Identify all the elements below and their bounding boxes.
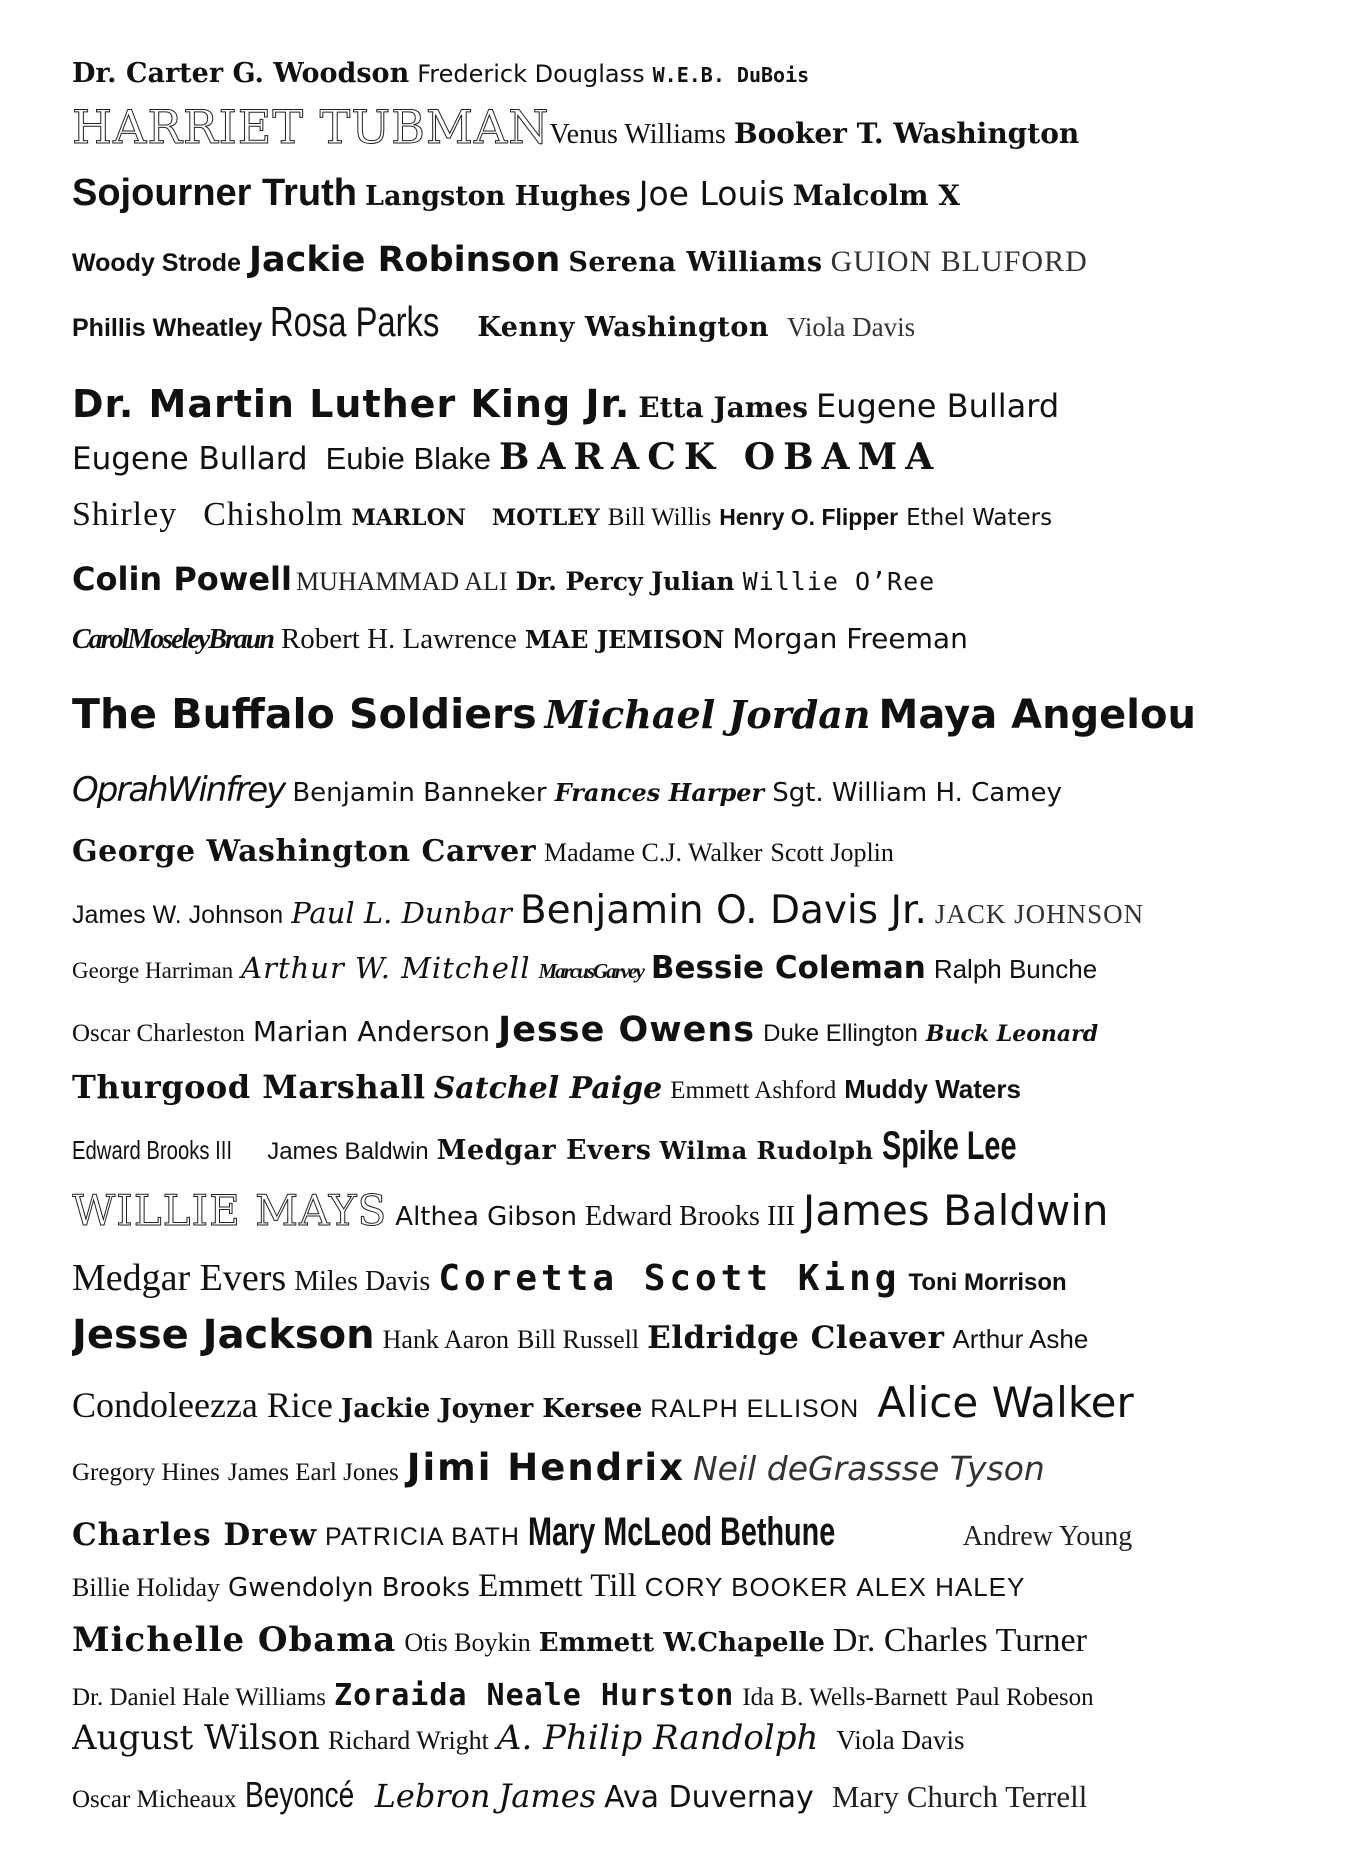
name-row-6 <box>72 382 1322 426</box>
name-mary-church-terrell: Mary Church Terrell <box>831 1779 1088 1814</box>
name-frederick-douglass: Frederick Douglass <box>417 60 645 88</box>
name-charles-turner: Dr. Charles Turner <box>832 1622 1087 1659</box>
name-maya-angelou: Maya Angelou <box>878 692 1196 738</box>
name-row-10 <box>72 622 1322 656</box>
name-jesse-owens-1: Jesse Owens <box>498 1010 756 1050</box>
name-coretta-scott-king: Coretta Scott King <box>438 1258 901 1299</box>
name-serena-williams: Serena Williams <box>568 247 823 278</box>
name-joe-louis: Joe Louis <box>638 174 785 213</box>
name-row-17 <box>72 1068 1322 1106</box>
name-billie-holiday: Billie Holiday <box>72 1573 221 1602</box>
name-alex-haley: ALEX HALEY <box>856 1572 1026 1602</box>
name-benjamin-davis-jr: Benjamin O. Davis Jr. <box>519 888 927 933</box>
name-emmett-chapelle: Emmett W.Chapelle <box>538 1628 825 1658</box>
name-web-dubois: W.E.B. DuBois <box>652 63 810 87</box>
name-row-23 <box>72 1446 1322 1489</box>
name-george-harriman: George Harriman <box>72 958 234 983</box>
name-medgar-evers-1: Medgar Evers <box>436 1135 652 1166</box>
name-august-wilson: August Wilson <box>72 1718 320 1758</box>
name-row-3 <box>72 172 1322 215</box>
name-hank-aaron: Hank Aaron <box>382 1325 509 1354</box>
name-jackie-joyner-kersee: Jackie Joyner Kersee <box>340 1394 643 1424</box>
name-malcolm-x: Malcolm X <box>792 179 960 212</box>
name-oscar-charleston-1: Oscar Charleston <box>72 1020 245 1047</box>
name-charles-drew: Charles Drew <box>72 1517 317 1553</box>
name-marcus-garvey: MarcusGarvey <box>538 959 643 983</box>
name-thurgood-marshall: Thurgood Marshall <box>72 1068 426 1106</box>
name-bessie-coleman: Bessie Coleman <box>650 950 926 986</box>
name-jackie-robinson: Jackie Robinson <box>248 240 561 280</box>
name-colin-powell: Colin Powell <box>72 560 292 598</box>
name-row-2 <box>72 100 1322 154</box>
name-woody-strode: Woody Strode <box>72 249 241 277</box>
name-bill-russell: Bill Russell <box>517 1325 640 1354</box>
name-row-16 <box>72 1010 1322 1050</box>
name-edward-brooks-2: Edward Brooks III <box>584 1201 795 1232</box>
name-paul-robeson: Paul Robeson <box>955 1684 1094 1711</box>
name-rosa-parks: Rosa Parks <box>270 298 440 345</box>
name-zoraida-neale-hurston: Zoraida Neale Hurston <box>334 1678 735 1713</box>
name-jesse-jackson: Jesse Jackson <box>72 1312 375 1358</box>
name-eugene-bullard-1: Eugene Bullard <box>815 387 1060 425</box>
name-marlon: MARLON <box>351 505 466 531</box>
name-alice-walker: Alice Walker <box>877 1378 1134 1427</box>
name-james-earl-jones: James Earl Jones <box>227 1459 399 1486</box>
name-madame-cj-walker: Madame C.J. Walker <box>544 838 763 867</box>
name-row-1 <box>72 58 1322 89</box>
name-michelle-obama: Michelle Obama <box>72 1620 397 1660</box>
name-phillis-wheatley: Phillis Wheatley <box>72 314 263 342</box>
name-row-7 <box>72 436 1322 478</box>
name-althea-gibson: Althea Gibson <box>395 1202 577 1232</box>
name-row-4 <box>72 240 1322 280</box>
name-row-13 <box>72 834 1322 869</box>
name-oscar-micheaux: Oscar Micheaux <box>72 1786 237 1813</box>
name-james-baldwin-1: James Baldwin <box>267 1138 429 1165</box>
name-viola-davis-1: Viola Davis <box>787 312 916 342</box>
name-william-camey: Sgt. William H. Camey <box>772 778 1062 808</box>
name-shirley: Shirley <box>72 496 178 533</box>
name-jimi-hendrix: Jimi Hendrix <box>406 1446 685 1489</box>
name-row-20 <box>72 1256 1322 1300</box>
name-row-26 <box>72 1620 1322 1660</box>
name-langston-hughes: Langston Hughes <box>365 181 631 212</box>
name-row-27 <box>72 1678 1322 1713</box>
name-etta-james: Etta James <box>638 391 808 424</box>
name-daniel-hale-williams: Dr. Daniel Hale Williams <box>72 1684 327 1711</box>
name-chisholm: Chisholm <box>203 496 344 533</box>
name-ralph-ellison: RALPH ELLISON <box>650 1395 860 1423</box>
name-patricia-bath: PATRICIA BATH <box>325 1523 520 1551</box>
name-michael-jordan: Michael Jordan <box>544 692 871 737</box>
name-row-5 <box>72 298 1322 346</box>
name-row-15 <box>72 950 1322 986</box>
name-ava-duvernay: Ava Duvernay <box>604 1780 814 1815</box>
name-james-baldwin-2: James Baldwin <box>802 1186 1109 1235</box>
name-paul-dunbar: Paul L. Dunbar <box>291 896 512 930</box>
name-neil-degrasse-tyson: Neil deGrassse Tyson <box>692 1449 1045 1488</box>
name-ethel-waters: Ethel Waters <box>906 505 1053 531</box>
name-bill-willis: Bill Willis <box>607 504 712 531</box>
name-row-19 <box>72 1186 1322 1235</box>
name-carter-woodson: Dr. Carter G. Woodson <box>72 58 410 89</box>
name-benjamin-banneker: Benjamin Banneker <box>292 778 547 808</box>
name-sojourner-truth: Sojourner Truth <box>72 172 357 214</box>
name-mary-mcleod-bethune: Mary McLeod Bethune <box>527 1510 836 1554</box>
name-row-22 <box>72 1378 1322 1427</box>
name-otis-boykin: Otis Boykin <box>404 1628 531 1657</box>
name-andrew-young: Andrew Young <box>962 1521 1133 1552</box>
name-booker-washington: Booker T. Washington <box>733 117 1080 150</box>
name-muhammad-ali: MUHAMMAD ALI <box>295 567 508 596</box>
name-martin-luther-king: Dr. Martin Luther King Jr. <box>72 382 631 426</box>
name-scott-joplin: Scott Joplin <box>770 838 894 867</box>
name-george-washington-carver: George Washington Carver <box>72 834 537 869</box>
name-cory-booker: CORY BOOKER <box>644 1572 849 1602</box>
name-eugene-bullard-2: Eugene Bullard <box>72 441 308 477</box>
name-henry-flipper: Henry O. Flipper <box>719 504 899 530</box>
name-row-18 <box>72 1124 1322 1169</box>
name-eldridge-cleaver: Eldridge Cleaver <box>647 1320 945 1356</box>
name-frances-harper: Frances Harper <box>554 778 765 807</box>
name-duke-ellington: Duke Ellington <box>763 1020 918 1047</box>
name-lebron: Lebron <box>374 1777 491 1815</box>
name-ida-wells-barnett: Ida B. Wells-Barnett <box>742 1684 948 1711</box>
name-ralph-bunche: Ralph Bunche <box>933 954 1098 984</box>
name-arthur-mitchell: Arthur W. Mitchell <box>241 951 531 985</box>
name-row-25 <box>72 1568 1322 1605</box>
name-venus-williams: Venus Williams <box>549 119 726 150</box>
name-row-11 <box>72 690 1322 738</box>
name-gwendolyn-brooks: Gwendolyn Brooks <box>228 1573 471 1603</box>
name-condoleezza-rice: Condoleezza Rice <box>72 1385 333 1425</box>
name-edward-brooks-1: Edward Brooks III <box>72 1135 233 1165</box>
name-james-w-johnson: James W. Johnson <box>72 901 284 929</box>
name-buffalo-soldiers: The Buffalo Soldiers <box>72 690 537 738</box>
name-kenny-washington: Kenny Washington <box>477 312 770 343</box>
name-mae-jemison: MAE JEMISON <box>524 625 725 654</box>
name-arthur-ashe: Arthur Ashe <box>952 1324 1089 1354</box>
name-carol-moseley-braun: CarolMoseleyBraun <box>72 624 273 655</box>
name-toni-morrison: Toni Morrison <box>908 1269 1067 1296</box>
name-oprah-winfrey: OprahWinfrey <box>72 770 285 810</box>
name-row-24 <box>72 1510 1322 1555</box>
name-richard-wright: Richard Wright <box>327 1726 489 1755</box>
name-row-28 <box>72 1718 1322 1758</box>
name-spike-lee: Spike Lee <box>881 1124 1017 1168</box>
name-willie-mays: WILLIE MAYS <box>72 1186 388 1235</box>
name-row-14 <box>72 888 1322 933</box>
name-morgan-freeman: Morgan Freeman <box>732 622 968 655</box>
name-row-8 <box>72 496 1322 534</box>
name-robert-lawrence: Robert H. Lawrence <box>280 623 517 655</box>
name-viola-davis-2: Viola Davis <box>836 1725 965 1755</box>
name-philip-randolph: A. Philip Randolph <box>496 1718 819 1758</box>
name-motley: MOTLEY <box>491 505 600 531</box>
name-emmett-ashford: Emmett Ashford <box>670 1077 837 1104</box>
name-jack-johnson: JACK JOHNSON <box>934 899 1145 929</box>
name-row-29 <box>72 1774 1322 1816</box>
name-miles-davis: Miles Davis <box>294 1266 431 1297</box>
name-row-9 <box>72 560 1322 598</box>
name-emmett-till: Emmett Till <box>478 1568 637 1604</box>
name-beyonce: Beyoncé <box>244 1774 354 1815</box>
name-james-lebron: James <box>498 1777 597 1815</box>
name-percy-julian: Dr. Percy Julian <box>515 567 735 596</box>
name-wilma-rudolph: Wilma Rudolph <box>659 1136 874 1165</box>
name-buck-leonard: Buck Leonard <box>925 1021 1099 1047</box>
name-row-12 <box>72 770 1322 810</box>
name-willie-oree: Willie O’Ree <box>742 567 936 596</box>
name-harriet-tubman: HARRIET TUBMAN <box>72 100 550 154</box>
name-barack-obama: BARACK OBAMA <box>499 436 942 478</box>
name-medgar-evers-2: Medgar Evers <box>72 1257 287 1299</box>
name-muddy-waters: Muddy Waters <box>844 1074 1021 1104</box>
name-marian-anderson: Marian Anderson <box>252 1015 491 1048</box>
name-guion-bluford: GUION BLUFORD <box>830 245 1088 278</box>
name-satchel-paige: Satchel Paige <box>433 1071 663 1106</box>
name-gregory-hines: Gregory Hines <box>72 1459 220 1486</box>
name-eubie-blake: Eubie Blake <box>325 441 492 476</box>
name-row-21 <box>72 1312 1322 1358</box>
